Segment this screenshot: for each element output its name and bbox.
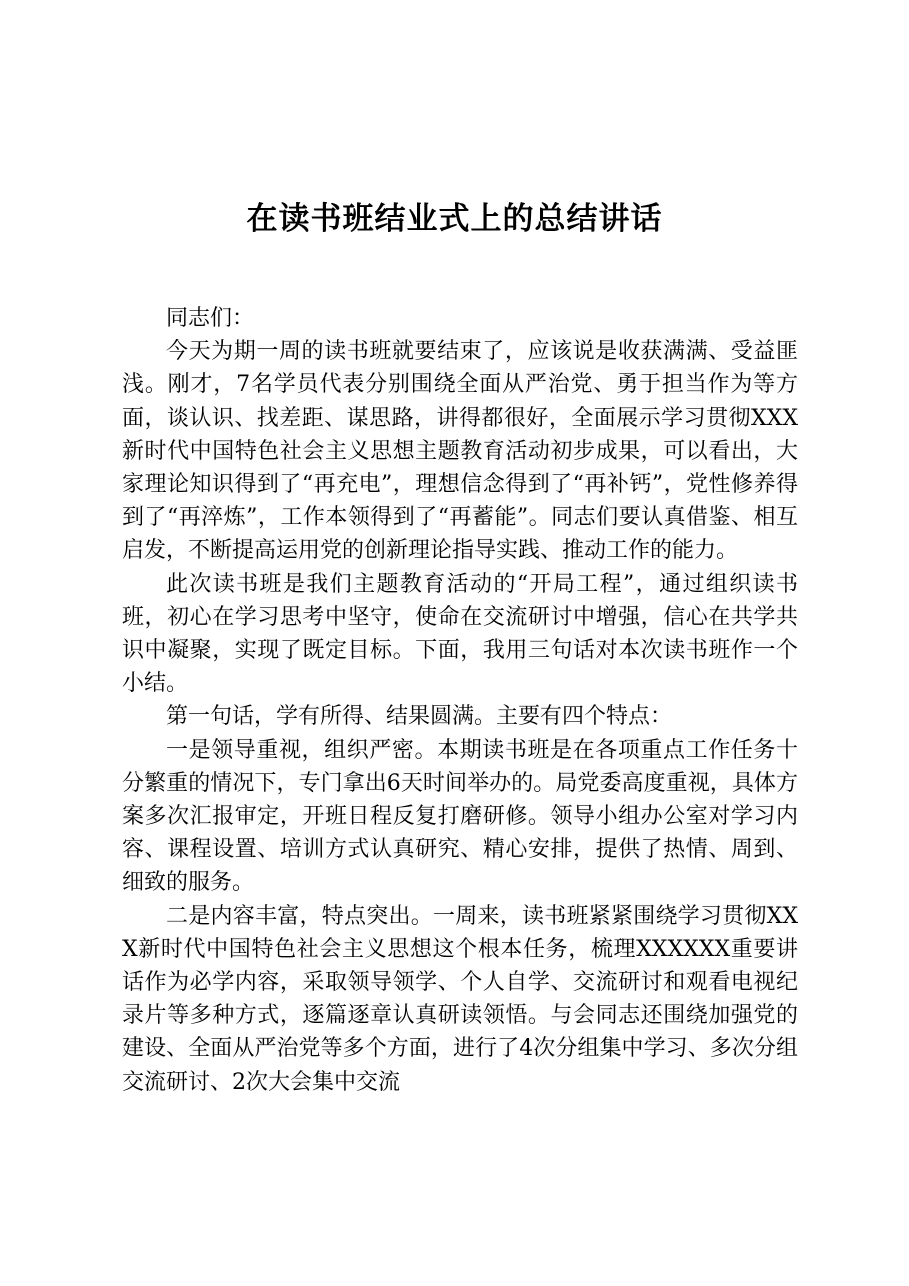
paragraph-feature-two: 二是内容丰富，特点突出。一周来，读书班紧紧围绕学习贯彻XXX新时代中国特色社会主义思想这个根本任务，梳理XXXXXX重要讲话作为必学内容，采取领导领学、个人自学、交流研讨和观看电视纪录片等多种方式，逐篇逐章认真研读领悟。与会同志还围绕加强党的建设、全面从严治党等多个方面，进行了4次分组集中学习、多次分组交流研讨、2次大会集中交流	[122, 903, 798, 1095]
paragraph-feature-one: 一是领导重视，组织严密。本期读书班是在各项重点工作任务十分繁重的情况下，专门拿出6天时间举办的。局党委高度重视，具体方案多次汇报审定，开班日程反复打磨研修。领导小组办公室对学习内容、课程设置、培训方式认真研究、精心安排，提供了热情、周到、细致的服务。	[122, 737, 798, 896]
paragraph-opening: 今天为期一周的读书班就要结束了，应该说是收获满满、受益匪浅。刚才，7名学员代表分别围绕全面从严治党、勇于担当作为等方面，谈认识、找差距、谋思路，讲得都很好，全面展示学习贯彻XXX新时代中国特色社会主义思想主题教育活动初步成果，可以看出，大家理论知识得到了“再充电”，理想信念得到了“再补钙”，党性修养得到了“再淬炼”，工作本领得到了“再蓄能”。同志们要认真借鉴、相互启发，不断提高运用党的创新理论指导实践、推动工作的能力。	[122, 339, 798, 564]
paragraph-overview: 此次读书班是我们主题教育活动的“开局工程”，通过组织读书班，初心在学习思考中坚守，使命在交流研讨中增强，信心在共学共识中凝聚，实现了既定目标。下面，我用三句话对本次读书班作一个小结。	[122, 571, 798, 697]
document-body	[122, 302, 798, 1099]
paragraph-salutation: 同志们：	[166, 306, 255, 331]
paragraph-first-point: 第一句话，学有所得、结果圆满。主要有四个特点：	[166, 704, 673, 730]
document-title: 在读书班结业式上的总结讲话	[246, 201, 663, 237]
